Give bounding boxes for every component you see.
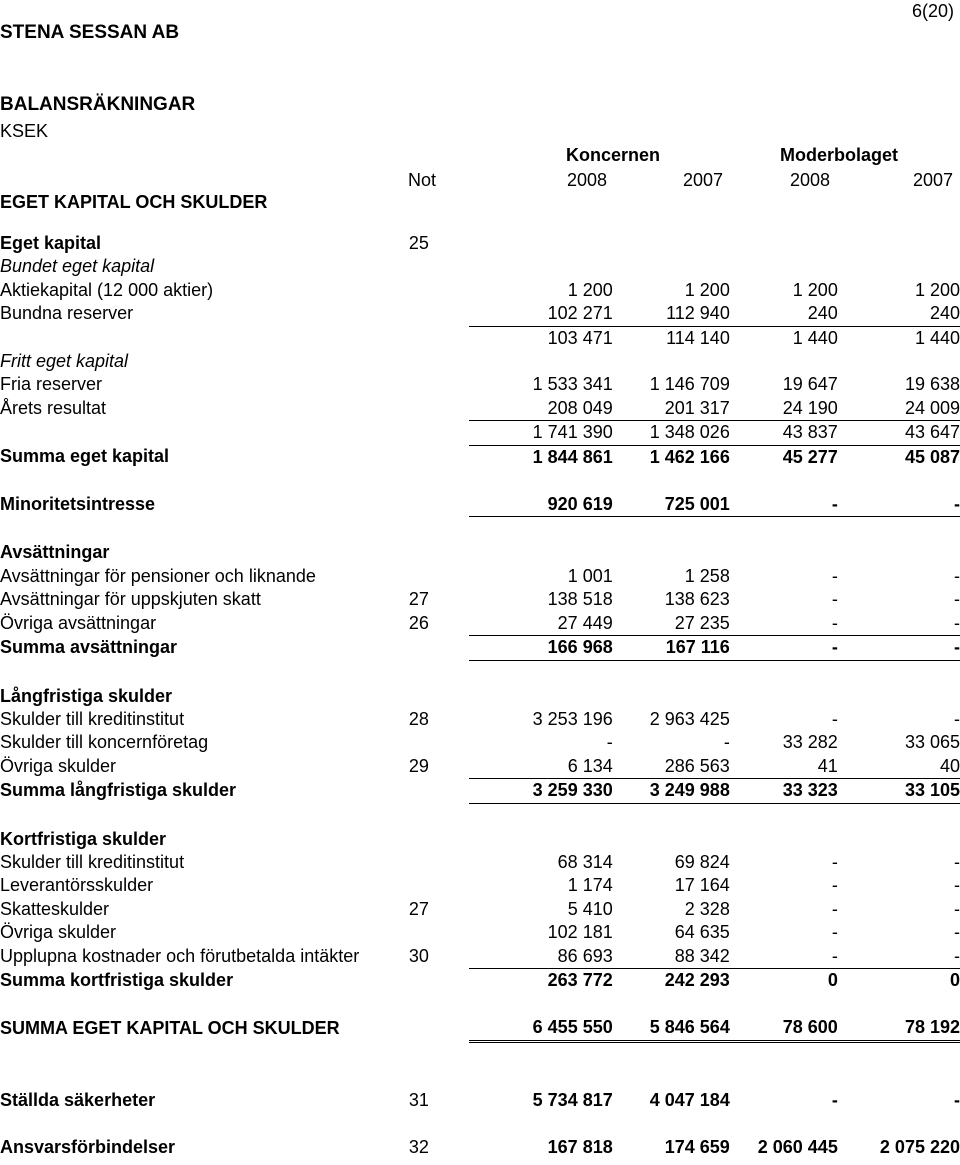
- row-note: 27: [408, 898, 429, 919]
- spacer-row: [0, 1041, 960, 1089]
- row-value: 286 563: [613, 755, 730, 779]
- row-value: 263 772: [547, 969, 613, 990]
- row-value: 5 410: [567, 898, 613, 919]
- row-value: [838, 828, 960, 851]
- row-value: -: [954, 565, 960, 586]
- table-row: [0, 232, 960, 255]
- table-row: [0, 874, 960, 897]
- row-value: -: [838, 612, 960, 636]
- row-value: 1 462 166: [649, 446, 730, 467]
- row-note: [409, 921, 470, 944]
- row-note: [409, 779, 470, 803]
- row-value: 1 741 390: [469, 421, 612, 445]
- row-value: [838, 685, 960, 708]
- row-label: [0, 421, 409, 445]
- row-note: [409, 255, 470, 278]
- table-row: [0, 541, 960, 564]
- row-value: 1 174: [567, 875, 613, 896]
- spacer-row: [0, 992, 960, 1016]
- row-value: 27 449: [469, 612, 612, 636]
- table-row: [0, 685, 960, 708]
- row-value: [469, 828, 612, 851]
- row-value: 138 623: [664, 589, 730, 610]
- row-value: -: [831, 589, 838, 610]
- row-value: 3 249 988: [613, 779, 730, 803]
- table-row: [0, 921, 960, 944]
- row-value: 167 818: [547, 1137, 613, 1158]
- row-value: -: [606, 732, 613, 753]
- year-header-2: 2007: [682, 170, 723, 190]
- row-value: 2 328: [684, 898, 730, 919]
- row-value: [469, 255, 612, 278]
- row-value: 2 075 220: [879, 1137, 960, 1158]
- row-label: Skulder till kreditinstitut: [0, 708, 185, 729]
- row-value: -: [730, 493, 838, 517]
- row-value: 40: [838, 755, 960, 779]
- row-value: 3 253 196: [532, 708, 613, 729]
- year-header-1: 2008: [566, 170, 607, 190]
- row-note: [409, 373, 470, 396]
- row-label: SUMMA EGET KAPITAL OCH SKULDER: [0, 1018, 340, 1039]
- row-value: [613, 232, 730, 255]
- row-note: 31: [408, 1089, 429, 1110]
- row-value: 45 277: [782, 446, 838, 467]
- row-value: 5 734 817: [532, 1089, 613, 1110]
- row-value: 19 647: [782, 374, 838, 395]
- row-value: 920 619: [469, 493, 612, 517]
- row-value: [469, 232, 612, 255]
- row-note: [409, 279, 470, 302]
- row-note: [409, 493, 470, 517]
- company-name: STENA SESSAN AB: [0, 22, 180, 43]
- group-parent-header: Moderbolaget: [780, 145, 899, 165]
- row-note: [409, 851, 470, 874]
- row-note: 32: [408, 1137, 429, 1158]
- row-value: [838, 350, 960, 373]
- row-value: 102 271: [469, 302, 612, 326]
- spacer-row: [0, 1112, 960, 1136]
- row-value: 103 471: [547, 327, 613, 348]
- table-row: [0, 279, 960, 302]
- group-concern-header: Koncernen: [566, 145, 661, 165]
- row-value: 725 001: [613, 493, 730, 517]
- row-value: 86 693: [469, 945, 612, 969]
- currency-label: KSEK: [0, 121, 49, 141]
- row-note: [409, 302, 470, 326]
- row-value: -: [723, 732, 730, 753]
- row-value: -: [838, 493, 960, 517]
- row-value: 2 963 425: [649, 708, 730, 729]
- row-value: 166 968: [469, 636, 612, 660]
- row-value: -: [954, 875, 960, 896]
- row-value: 1 200: [792, 279, 838, 300]
- row-value: 6 455 550: [469, 1016, 612, 1041]
- row-label: Skatteskulder: [0, 898, 110, 919]
- row-value: 1 200: [567, 279, 613, 300]
- row-value: [469, 350, 612, 373]
- table-row: [0, 731, 960, 754]
- row-note: [409, 350, 470, 373]
- row-label: Eget kapital: [0, 233, 102, 253]
- table-row: [0, 397, 960, 421]
- row-value: -: [954, 898, 960, 919]
- row-value: [469, 685, 612, 708]
- table-row: [0, 565, 960, 588]
- row-note: 26: [408, 612, 429, 633]
- row-note: [409, 421, 470, 445]
- row-value: [730, 255, 838, 278]
- row-value: 1 200: [684, 279, 730, 300]
- row-value: 41: [730, 755, 838, 779]
- row-value: [613, 828, 730, 851]
- table-row: [0, 326, 960, 350]
- table-row: [0, 898, 960, 921]
- row-value: 68 314: [557, 851, 613, 872]
- spacer-row: [0, 469, 960, 493]
- spacer-row: [0, 803, 960, 828]
- table-row: [0, 612, 960, 636]
- section-heading: EGET KAPITAL OCH SKULDER: [0, 192, 268, 212]
- row-value: -: [730, 612, 838, 636]
- row-value: -: [831, 898, 838, 919]
- row-value: 208 049: [469, 397, 612, 421]
- table-row: [0, 1089, 960, 1112]
- row-label: Bundna reserver: [0, 303, 134, 324]
- row-value: [730, 828, 838, 851]
- table-row: [0, 968, 960, 992]
- row-value: 240: [730, 302, 838, 326]
- table-row: [0, 1136, 960, 1159]
- row-value: 1 844 861: [532, 446, 613, 467]
- row-value: -: [954, 708, 960, 729]
- row-label: Aktiekapital (12 000 aktier): [0, 279, 214, 300]
- row-note: [409, 541, 470, 564]
- table-row: [0, 779, 960, 803]
- row-note: [409, 874, 470, 897]
- row-value: [613, 541, 730, 564]
- note-column-header: Not: [408, 170, 437, 190]
- row-label: Långfristiga skulder: [0, 685, 173, 706]
- table-row: [0, 636, 960, 660]
- row-label: Skulder till koncernföretag: [0, 732, 209, 753]
- year-header-3: 2008: [789, 170, 830, 190]
- row-value: [838, 255, 960, 278]
- row-label: Avsättningar för pensioner och liknande: [0, 565, 316, 586]
- row-label: Summa avsättningar: [0, 637, 178, 658]
- table-row: [0, 588, 960, 611]
- row-value: 33 282: [782, 732, 838, 753]
- page-title: BALANSRÄKNINGAR: [0, 94, 196, 115]
- row-label: Övriga skulder: [0, 922, 117, 943]
- row-label: Övriga avsättningar: [0, 612, 157, 633]
- row-value: 78 192: [838, 1016, 960, 1041]
- row-value: 1 440: [792, 327, 838, 348]
- row-value: -: [730, 636, 838, 660]
- row-value: 69 824: [674, 851, 730, 872]
- row-value: 78 600: [730, 1016, 838, 1041]
- spacer-row: [0, 660, 960, 685]
- row-label: Ansvarsförbindelser: [0, 1137, 176, 1158]
- row-value: 167 116: [613, 636, 730, 660]
- balance-sheet-table: [0, 232, 960, 1160]
- row-value: 1 533 341: [532, 374, 613, 395]
- table-row: [0, 445, 960, 469]
- row-note: [409, 397, 470, 421]
- row-note: [409, 685, 470, 708]
- row-value: [838, 232, 960, 255]
- row-label: Upplupna kostnader och förutbetalda intäkter: [0, 945, 360, 966]
- row-label: Avsättningar för uppskjuten skatt: [0, 589, 261, 610]
- row-label: Bundet eget kapital: [0, 256, 155, 277]
- row-label: Fria reserver: [0, 374, 103, 395]
- row-value: 242 293: [664, 969, 730, 990]
- row-note: [409, 445, 470, 469]
- row-value: 33 323: [730, 779, 838, 803]
- row-value: [613, 685, 730, 708]
- row-value: 1 146 709: [649, 374, 730, 395]
- row-value: 4 047 184: [649, 1089, 730, 1110]
- row-label: Kortfristiga skulder: [0, 828, 167, 849]
- row-value: -: [838, 636, 960, 660]
- row-value: 5 846 564: [613, 1016, 730, 1041]
- row-note: [409, 731, 470, 754]
- row-value: 2 060 445: [757, 1137, 838, 1158]
- row-label: Fritt eget kapital: [0, 351, 129, 372]
- row-label: Summa kortfristiga skulder: [0, 969, 234, 990]
- row-note: 25: [408, 233, 429, 253]
- row-value: 102 181: [547, 922, 613, 943]
- row-value: 64 635: [674, 922, 730, 943]
- table-row: [0, 1016, 960, 1041]
- table-row: [0, 373, 960, 396]
- row-value: -: [954, 851, 960, 872]
- row-note: 29: [408, 755, 429, 776]
- row-value: [613, 255, 730, 278]
- row-value: -: [954, 589, 960, 610]
- row-note: [409, 828, 470, 851]
- row-value: 33 105: [838, 779, 960, 803]
- table-row: [0, 493, 960, 517]
- row-value: [730, 685, 838, 708]
- row-label: Ställda säkerheter: [0, 1089, 156, 1110]
- row-value: 1 440: [914, 327, 960, 348]
- row-value: 138 518: [547, 589, 613, 610]
- row-note: 30: [408, 945, 429, 966]
- row-value: 3 259 330: [469, 779, 612, 803]
- row-value: 240: [838, 302, 960, 326]
- row-value: 43 837: [730, 421, 838, 445]
- row-value: -: [831, 851, 838, 872]
- row-value: -: [831, 875, 838, 896]
- row-note: [409, 1016, 470, 1041]
- row-label: Avsättningar: [0, 542, 110, 563]
- row-value: 43 647: [838, 421, 960, 445]
- row-value: [613, 350, 730, 373]
- row-label: Minoritetsintresse: [0, 494, 156, 515]
- row-value: 1 001: [567, 565, 613, 586]
- row-value: 1 348 026: [613, 421, 730, 445]
- row-value: 201 317: [613, 397, 730, 421]
- row-value: [730, 350, 838, 373]
- table-row: [0, 421, 960, 445]
- table-row: [0, 255, 960, 278]
- row-value: 114 140: [666, 327, 730, 348]
- row-label: Summa långfristiga skulder: [0, 780, 237, 801]
- row-value: -: [831, 922, 838, 943]
- row-note: 28: [408, 708, 429, 729]
- row-note: [409, 565, 470, 588]
- row-value: 0: [949, 969, 960, 990]
- page-number: 6(20): [911, 1, 954, 21]
- row-value: -: [730, 945, 838, 969]
- row-note: [409, 636, 470, 660]
- row-note: [409, 326, 470, 350]
- row-value: [469, 541, 612, 564]
- table-row: [0, 708, 960, 731]
- row-value: 24 009: [838, 397, 960, 421]
- row-value: 24 190: [730, 397, 838, 421]
- row-value: -: [954, 1089, 960, 1110]
- row-value: 45 087: [904, 446, 960, 467]
- row-value: -: [831, 565, 838, 586]
- table-row: [0, 350, 960, 373]
- row-value: -: [954, 922, 960, 943]
- spacer-row: [0, 517, 960, 542]
- row-value: -: [831, 1089, 838, 1110]
- row-value: -: [831, 708, 838, 729]
- row-value: 88 342: [613, 945, 730, 969]
- row-label: [0, 326, 409, 350]
- table-row: [0, 851, 960, 874]
- row-value: [838, 541, 960, 564]
- row-note: [409, 968, 470, 992]
- row-value: [730, 541, 838, 564]
- row-value: 1 200: [914, 279, 960, 300]
- row-value: 33 065: [904, 732, 960, 753]
- row-value: 6 134: [469, 755, 612, 779]
- row-label: Summa eget kapital: [0, 446, 170, 467]
- row-value: 17 164: [674, 875, 730, 896]
- row-value: 112 940: [613, 302, 730, 326]
- table-row: [0, 302, 960, 326]
- row-label: Årets resultat: [0, 398, 107, 419]
- row-value: 19 638: [904, 374, 960, 395]
- row-value: 174 659: [664, 1137, 730, 1158]
- row-note: 27: [408, 589, 429, 610]
- year-header-4: 2007: [912, 170, 953, 190]
- row-label: Leverantörsskulder: [0, 875, 154, 896]
- row-value: -: [838, 945, 960, 969]
- row-label: Övriga skulder: [0, 755, 117, 776]
- table-row: [0, 945, 960, 969]
- row-value: 1 258: [684, 565, 730, 586]
- table-row: [0, 828, 960, 851]
- row-value: [730, 232, 838, 255]
- row-label: Skulder till kreditinstitut: [0, 851, 185, 872]
- row-value: 0: [827, 969, 838, 990]
- row-value: 27 235: [613, 612, 730, 636]
- table-row: [0, 755, 960, 779]
